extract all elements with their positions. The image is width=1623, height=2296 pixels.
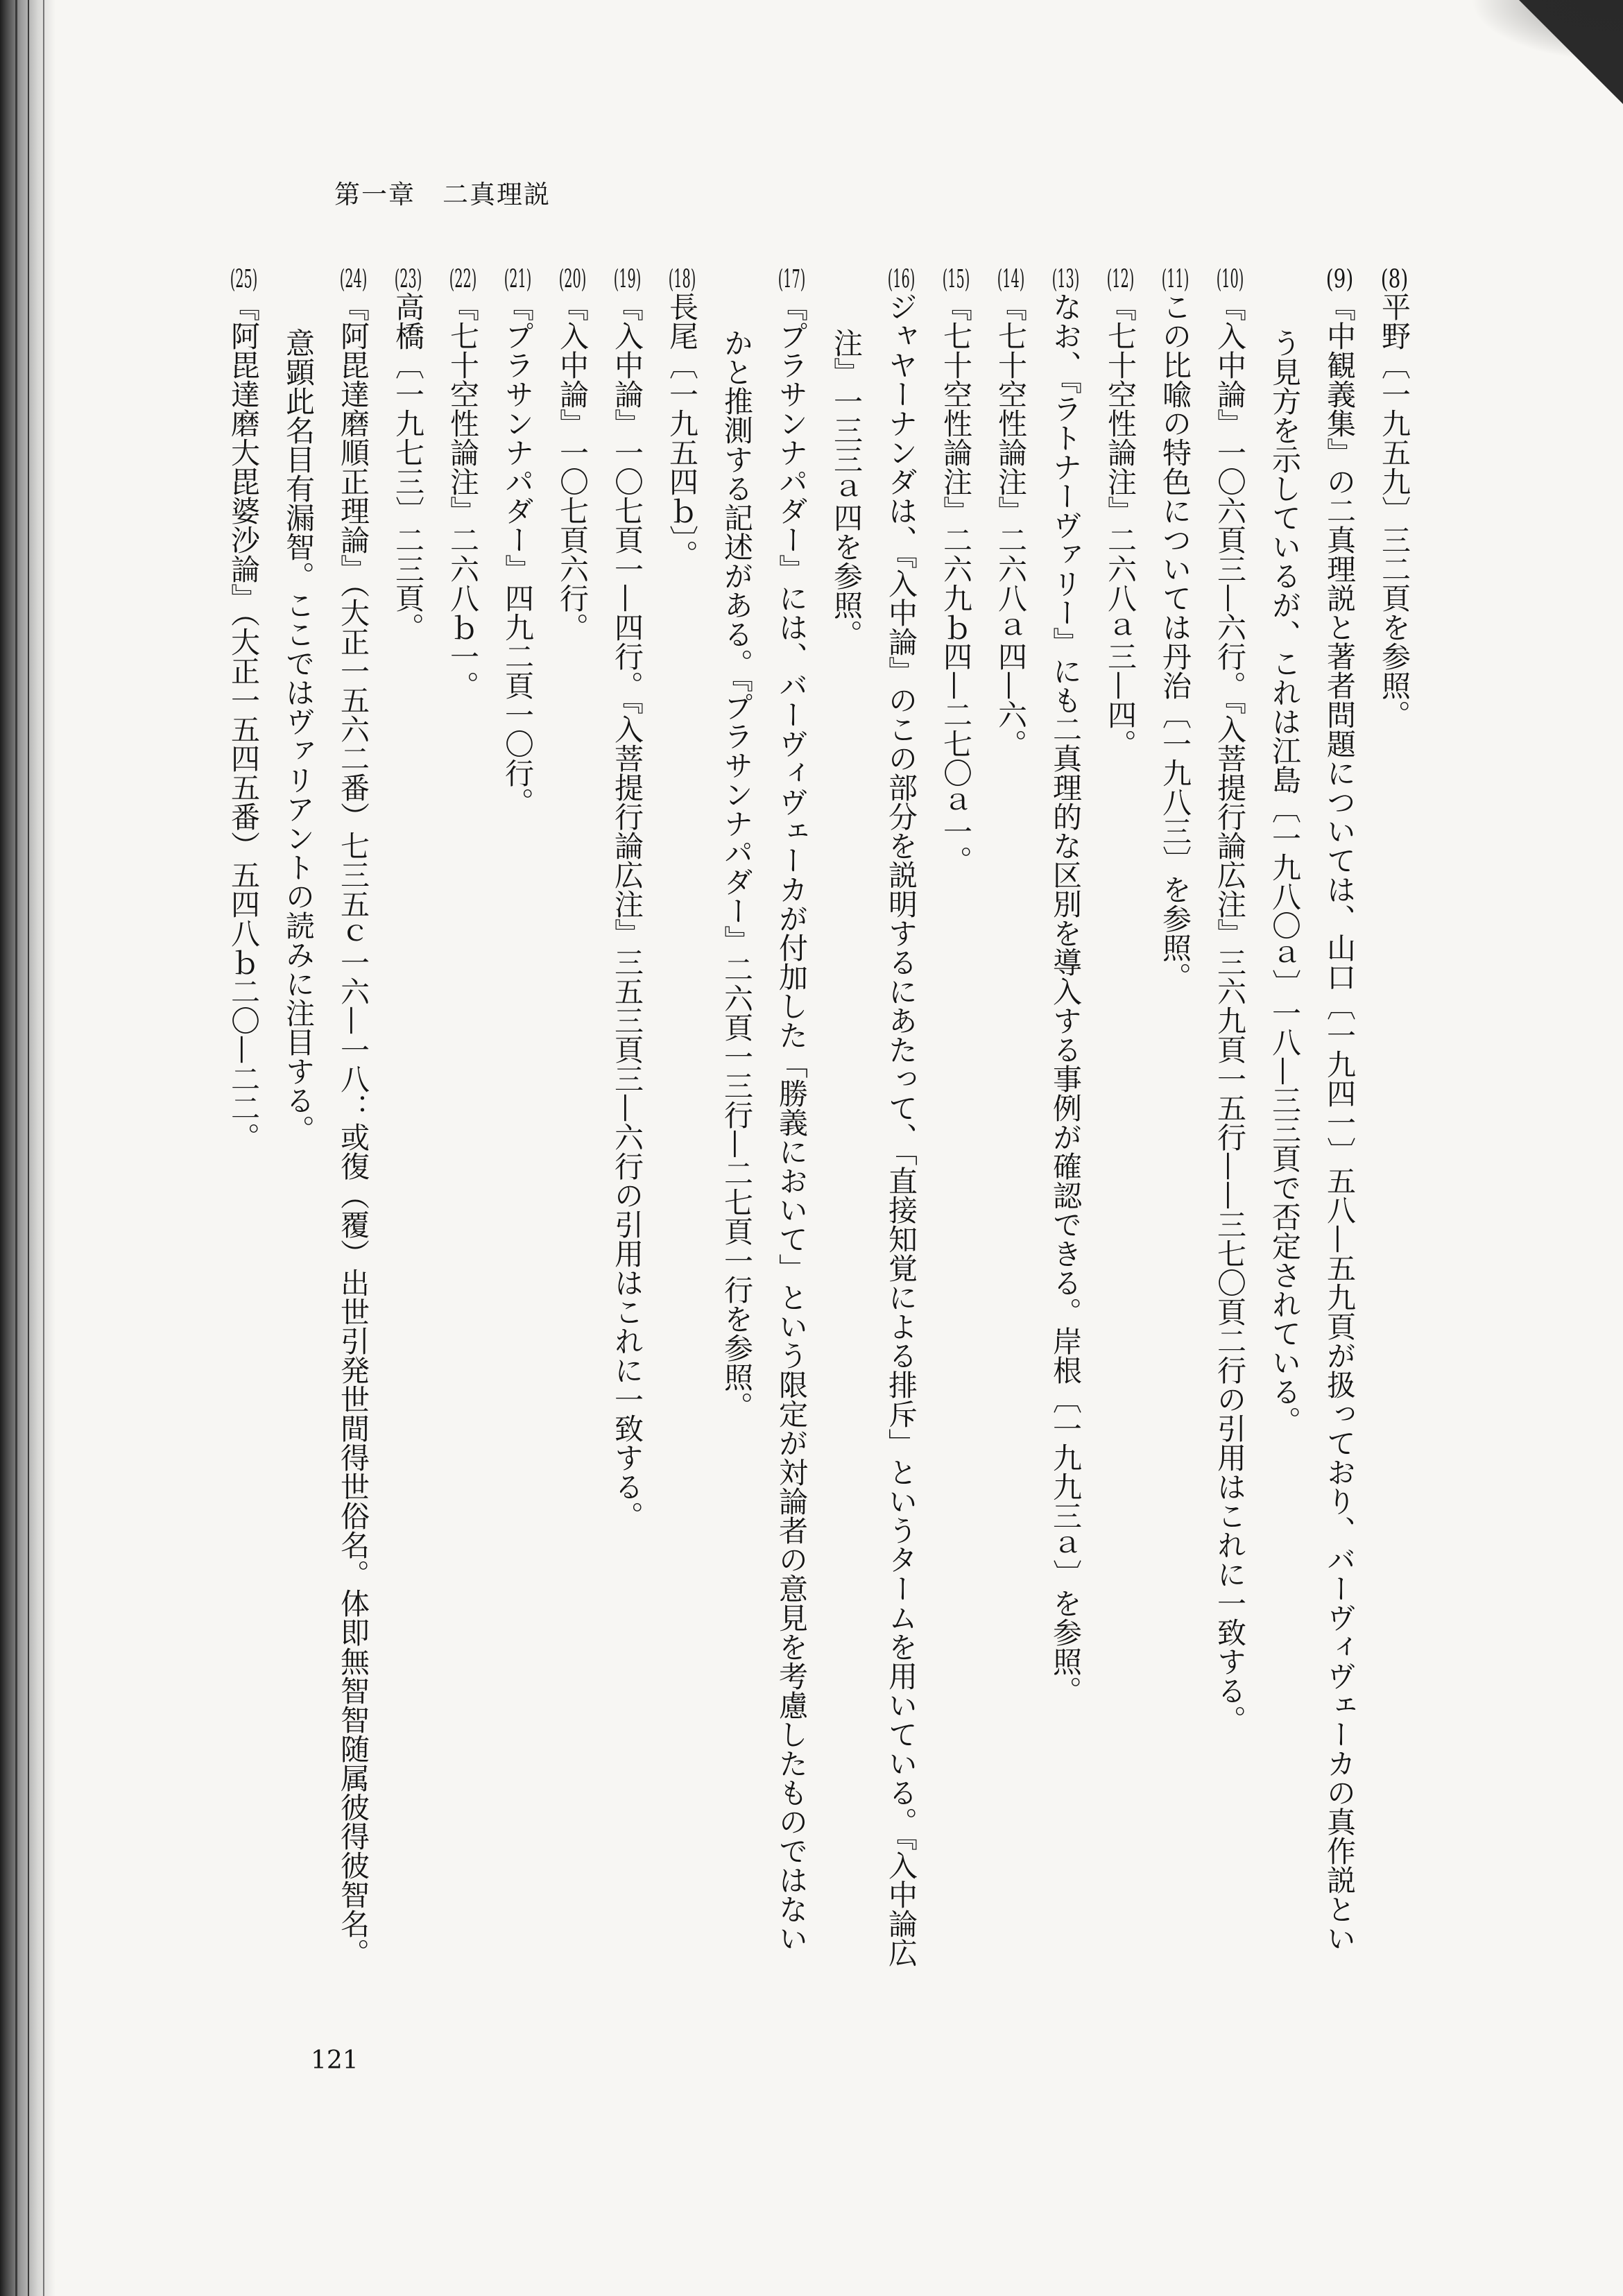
scan-corner-shadow — [1470, 0, 1623, 62]
note-number: (21) — [504, 267, 532, 292]
endnote — [216, 267, 271, 1980]
note-number: (8) — [1380, 267, 1409, 292]
endnote — [1367, 267, 1422, 1980]
note-number: (11) — [1161, 267, 1190, 292]
note-text: ジャヤーナンダは、『入中論』のこの部分を説明するにあたって、「直接知覚による排斥」というタームを用いている。『入中論広注』一三三ａ四を参照。 — [830, 292, 918, 1967]
endnote — [819, 267, 929, 1980]
endnote — [600, 267, 655, 1980]
note-number: (18) — [668, 267, 696, 292]
endnote — [984, 267, 1038, 1980]
note-text: この比喩の特色については丹治〔一九八三〕を参照。 — [1158, 292, 1192, 991]
note-text: 『阿毘達磨順正理論』（大正一五六二番）七三五ｃ一六—一八：或復（覆）出世引発世間得世俗名。体即無智智随属彼得彼智名。意顕此名目有漏智。ここではヴァリアントの読みに注目する。 — [282, 292, 370, 1967]
page-number: 121 — [311, 2046, 359, 2075]
endnote — [271, 267, 381, 1980]
note-text: 『阿毘達磨大毘婆沙論』（大正一五四五番）五四八ｂ二〇—二二。 — [227, 292, 261, 1151]
note-text: 『入中論』一〇六頁三—六行。『入菩提行論広注』三六九頁一五行——三七〇頁二行の引用はこれに一致する。 — [1213, 292, 1247, 1734]
note-text: なお、『ラトナーヴァリー』にも二真理的な区別を導入する事例が確認できる。岸根〔一九九三ａ〕を参照。 — [1049, 292, 1083, 1705]
note-number: (13) — [1051, 267, 1080, 292]
note-number: (22) — [449, 267, 477, 292]
note-text: 『七十空性論注』二六八ａ三—四。 — [1104, 292, 1137, 758]
note-number: (23) — [394, 267, 422, 292]
endnote — [929, 267, 984, 1980]
note-text: 平野〔一九五九〕三二頁を参照。 — [1377, 292, 1411, 729]
endnote — [381, 267, 436, 1980]
endnote — [710, 267, 819, 1980]
note-number: (17) — [778, 267, 806, 292]
note-text: 『プラサンナパダー』四九二頁一〇行。 — [501, 292, 535, 816]
note-number: (19) — [613, 267, 642, 292]
binding-line — [15, 0, 17, 2296]
note-text: 『七十空性論注』二六八ｂ一。 — [446, 292, 480, 700]
note-text: 『七十空性論注』二六八ａ四—六。 — [994, 292, 1028, 758]
endnote — [490, 267, 545, 1980]
note-text: 『七十空性論注』二六九ｂ四—二七〇ａ一。 — [939, 292, 973, 875]
note-number: (12) — [1106, 267, 1135, 292]
running-head: 第一章 二真理説 — [334, 180, 551, 209]
note-text: 『入中論』一〇七頁六行。 — [556, 292, 590, 642]
endnote — [1203, 267, 1257, 1980]
note-number: (15) — [942, 267, 970, 292]
note-number: (16) — [887, 267, 916, 292]
endnotes-list — [227, 267, 1422, 1980]
endnote — [1257, 267, 1367, 1980]
note-number: (25) — [230, 267, 258, 292]
endnote — [436, 267, 490, 1980]
note-text: 高橋〔一九七三〕二三頁。 — [391, 292, 425, 642]
binding-line — [28, 0, 29, 2296]
endnote — [1093, 267, 1148, 1980]
note-number: (9) — [1325, 267, 1354, 292]
endnote — [545, 267, 600, 1980]
note-number: (20) — [558, 267, 587, 292]
endnote — [1038, 267, 1093, 1980]
binding-line — [43, 0, 44, 2296]
note-number: (10) — [1216, 267, 1244, 292]
note-text: 長尾〔一九五四ｂ〕。 — [665, 292, 699, 569]
note-number: (14) — [997, 267, 1025, 292]
note-text: 『プラサンナパダー』には、バーヴィヴェーカが付加した「勝義において」という限定が対論者の意見を考慮したものではないかと推測する記述がある。『プラサンナパダー』二六頁一三行—二七頁一行を参照。 — [720, 292, 809, 1953]
note-text: 『中観義集』の二真理説と著者問題については、山口〔一九四一〕五八—五九頁が扱っており、バーヴィヴェーカの真作説という見方を示しているが、これは江島〔一九八〇ａ〕一八—三三頁で否定されている。 — [1268, 292, 1357, 1953]
endnote — [655, 267, 710, 1980]
note-text: 『入中論』一〇七頁一—四行。『入菩提行論広注』三五三頁三—六行の引用はこれに一致する。 — [610, 292, 644, 1530]
note-number: (24) — [339, 267, 368, 292]
endnote — [1148, 267, 1203, 1980]
